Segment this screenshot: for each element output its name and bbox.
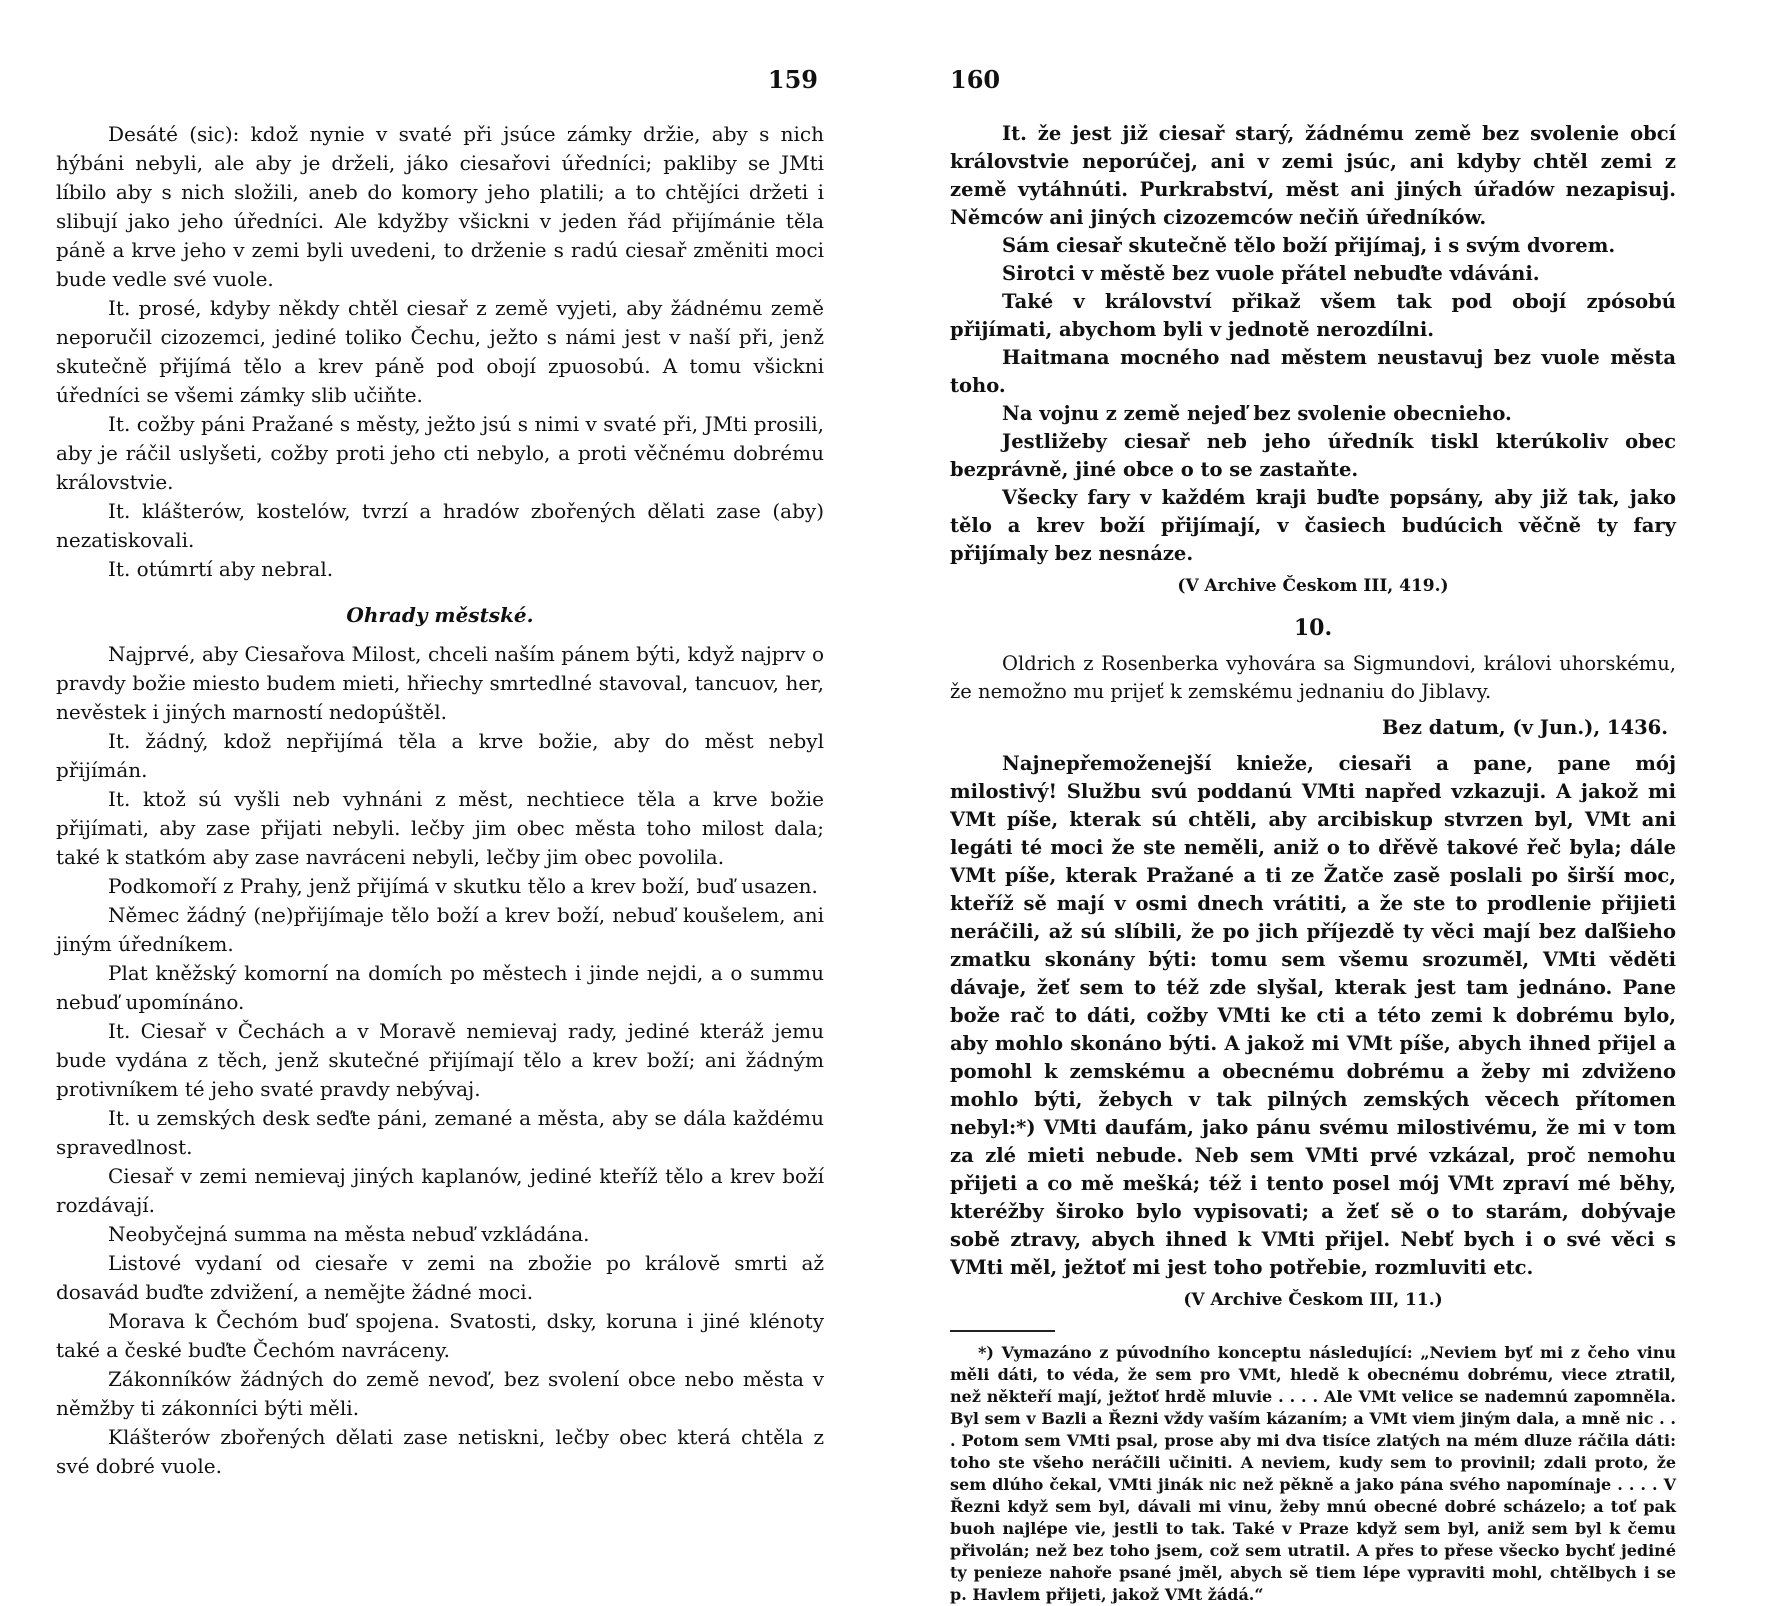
left-section-paragraph-5: Němec žádný (ne)přijímaje tělo boží a krev boží, nebuď koušelem, ani jiným úředníkem. [56,903,824,956]
right-paragraph-8: Všecky fary v každém kraji buďte popsány, aby již tak, jako tělo a krev boží přijímají, v časiech budúcich věčně ty fary přijímaly bez nesnáze. [950,486,1676,565]
right-page [938,0,1786,1604]
right-paragraph-7: Jestližeby ciesař neb jeho úředník tiskl kterúkoliv obec bezprávně, jiné obce o to se zastaňte. [950,430,1676,481]
left-paragraph-2: It. prosé, kdyby někdy chtěl ciesař z země vyjeti, aby žádnému země neporučil cizozemci, jediné toliko Čechu, ježto s námi jest v naší při, jenž skutečně přijímá tělo a krev páně pod obojí zpuosobú. A tomu všickni úředníci se všemi zámky slib učiňte. [56,296,824,407]
left-section-paragraph-3: It. ktož sú vyšli neb vyhnáni z měst, nechtiece těla a krve božie přijímati, aby zase přijati nebyli. lečby jim obec města toho milost dala; také k statkóm aby zase navráceni nebyli, lečby jim obec povolila. [56,787,824,869]
left-section-paragraph-2: It. žádný, kdož nepřijímá těla a krve božie, aby do měst nebyl přijímán. [56,729,824,782]
left-section-paragraph-13: Zákonníków žádných do země nevoď, bez svolení obce nebo města v němžby ti zákonníci býti měli. [56,1367,824,1420]
left-section-paragraph-9: Ciesař v zemi nemievaj jiných kaplanów, jediné kteříž tělo a krev boží rozdávají. [56,1164,824,1217]
left-section-paragraph-1: Najprvé, aby Ciesařova Milost, chceli naším pánem býti, když najprv o pravdy božie miesto budem mieti, hřiechy smrtedlné stavoval, tancuov, her, nevěstek i jiných marností nedopúštěl. [56,642,824,724]
section-title: Ohrady městské. [346,603,534,627]
footnote-text: *) Vymazáno z púvodního konceptu následující: „Neviem byť mi z čeho vinu měli dáti, to véda, že sem pro VMt, hledě k obecnému dobrému, viece ztratil, než někteří mají, ježtoť hrdě mluvie . . . . Ale VMt velice se nademnú zapomněla. Byl sem v Bazli a Řezni vždy vaším kázaním; a VMt viem jiným dala, a mně nic . . . Potom sem VMti psal, prose aby mi dva tisíce zlatých na mém dluze ráčila dáti: toho ste všeho neráčili učiniti. A neviem, kudy sem to provinil; zdali proto, že sem dlúho čekal, VMti jinák nic než pěkně a jako pána svého napomínaje . . . . V Řezni když sem byl, dávali mi vinu, žeby mnú obecné dobré scházelo; a toť pak buoh najlépe vie, jestli to tak. Také v Praze když sem byl, aniž sem byl k čemu přivolán; než bez toho jsem, což sem utratil. A přes to přese všecko bychť jediné ty penieze nahoře psané jměl, abych sě tiem lépe vypraviti mohl, chtělbych i se p. Havlem přijeti, jakož VMt žádá.“ [950,1343,1676,1604]
left-section-paragraph-10: Neobyčejná summa na města nebuď vzkládána. [108,1222,590,1246]
left-page-number: 159 [767,65,818,94]
right-page-upper-body [950,120,1676,568]
left-section-paragraph-8: It. u zemských desk seďte páni, zemané a města, aby se dála každému spravedlnost. [56,1106,824,1159]
archive-source-bottom: (V Archive Českom III, 11.) [1183,1290,1443,1310]
right-paragraph-3: Sirotci v městě bez vuole přátel nebuďte vdáváni. [1002,262,1540,285]
left-section-paragraph-12: Morava k Čechóm buď spojena. Svatosti, dsky, koruna i jiné klénoty také a české buďte Čechóm navráceny. [56,1309,824,1362]
book-gutter [852,0,936,1500]
left-page [0,0,850,1500]
archive-source-top: (V Archive Českom III, 419.) [1177,576,1449,596]
right-paragraph-2: Sám ciesař skutečně tělo boží přijímaj, i s svým dvorem. [1002,234,1616,257]
left-paragraph-5: It. otúmrtí aby nebral. [108,557,334,581]
right-paragraph-6: Na vojnu z země nejeď bez svolenie obecnieho. [1002,402,1512,425]
left-section-paragraph-4: Podkomoří z Prahy, jenž přijímá v skutku tělo a krev boží, buď usazen. [108,874,818,898]
document-number: 10. [1293,615,1333,641]
left-section-paragraph-14: Klášterów zbořených dělati zase netiskni, lečby obec která chtěla z své dobré vuole. [56,1425,824,1478]
right-paragraph-1: It. že jest již ciesař starý, žádnému země bez svolenie obcí královstvie neporúčej, ani v zemi jsúc, ani kdyby chtěl zemi z země vytáhnúti. Purkrabství, měst ani jiných úřadów nezapisuj. Němców ani jiných cizozemców nečiň úředníków. [950,122,1676,229]
left-paragraph-3: It. cožby páni Pražané s městy, ježto jsú s nimi v svaté při, JMti prosili, aby je ráčil uslyšeti, cožby proti jeho cti nebylo, a proti věčnému dobrému královstvie. [56,412,824,494]
left-section-paragraph-6: Plat kněžský komorní na domích po městech i jinde nejdi, a o summu nebuď upomínáno. [56,961,824,1014]
right-page-number: 160 [950,65,1001,94]
left-section-paragraph-11: Listové vydaní od ciesaře v zemi na zbožie po královĕ smrti až dosavád buďte zdvižení, a nemějte žádné moci. [56,1251,824,1304]
right-paragraph-5: Haitmana mocného nad městem neustavuj bez vuole města toho. [950,346,1676,397]
letter-body [950,750,1676,1282]
document-date: Bez datum, (v Jun.), 1436. [1382,716,1668,739]
left-section-paragraph-7: It. Ciesař v Čechách a v Moravě nemievaj rady, jediné kteráž jemu bude vydána z těch, jenž skutečné přijímají tělo a krev boží; ani žádným protivníkem té jeho svaté pravdy nebývaj. [56,1019,824,1101]
left-paragraph-1: Desáté (sic): kdož nynie v svaté při jsúce zámky držie, aby s nich hýbáni nebyli, ale aby je drželi, jáko ciesařovi úředníci; pakliby se JMti líbilo aby s nich složili, aneb do komory jeho platili; a to chtějíci držeti i slibují jako jeho úředníci. Ale kdyžby všickni v jeden řád přijímánie těla páně a krve jeho v zemi byli uvedeni, to drženie s radú ciesař změniti moci bude vedle své vuole. [56,122,824,291]
letter-paragraph: Najnepřemoženejší knieže, ciesaři a pane, pane mój milostivý! Službu svú poddanú VMti napřed vzkazuji. A jakož mi VMt píše, kterak sú chtěli, aby arcibiskup stvrzen byl, VMt ani legáti té moci že ste neměli, aniž o to dřěvě takové řeč byla; dále VMt píše, kterak Pražané a ti ze Žatče zasě poslali po širší moc, kteříž sě mají v osmi dnech vrátiti, a že ste to prodlenie přijieti neráčili, až sú slíbili, že po jich příjezdě ty věci mají bez daľšieho zmatku skonány býti: tomu sem všemu srozuměl, VMti věděti dávaje, žeť sem to též zde slyšal, kterak jest tam jednáno. Pane bože rač to dáti, cožby VMti ke cti a této zemi k dobrému bylo, aby mohlo skonáno býti. A jakož mi VMt píše, abych ihned přijel a pomohl k zemskému a obecnému dobrému a žeby mi zdviženo mohlo býti, žebych v tak pilných zemských věcech přítomen nebyl:*) VMti daufám, jako pánu svému milostivému, že mi v tom za zlé mieti nebude. Neb sem VMti prvé vzkázal, proč nemohu přijeti a co mě mešká; též i tento posel mój VMt zpraví mé běhy, kteréžby široko bylo vypisovati; a žeť sě o to starám, dobývaje sobě ztravy, abych ihned k VMti přijel. Nebť bych i o své věci s VMti měl, ježtoť mi jest toho potřebie, rozmluviti etc. [950,752,1676,1279]
left-page-body [56,120,824,1481]
footnote-divider [950,1330,1055,1332]
document-heading: Oldrich z Rosenberka vyhovára sa Sigmundovi, královi uhorskému, že nemožno mu prijeť k zemskému jednaniu do Jiblavy. [950,652,1676,703]
left-paragraph-4: It. klášterów, kostelów, tvrzí a hradów zbořených dělati zase (aby) nezatiskovali. [56,499,824,552]
right-paragraph-4: Také v království přikaž všem tak pod obojí zpósobú přijímati, abychom byli v jednotě nerozdílni. [950,290,1676,341]
